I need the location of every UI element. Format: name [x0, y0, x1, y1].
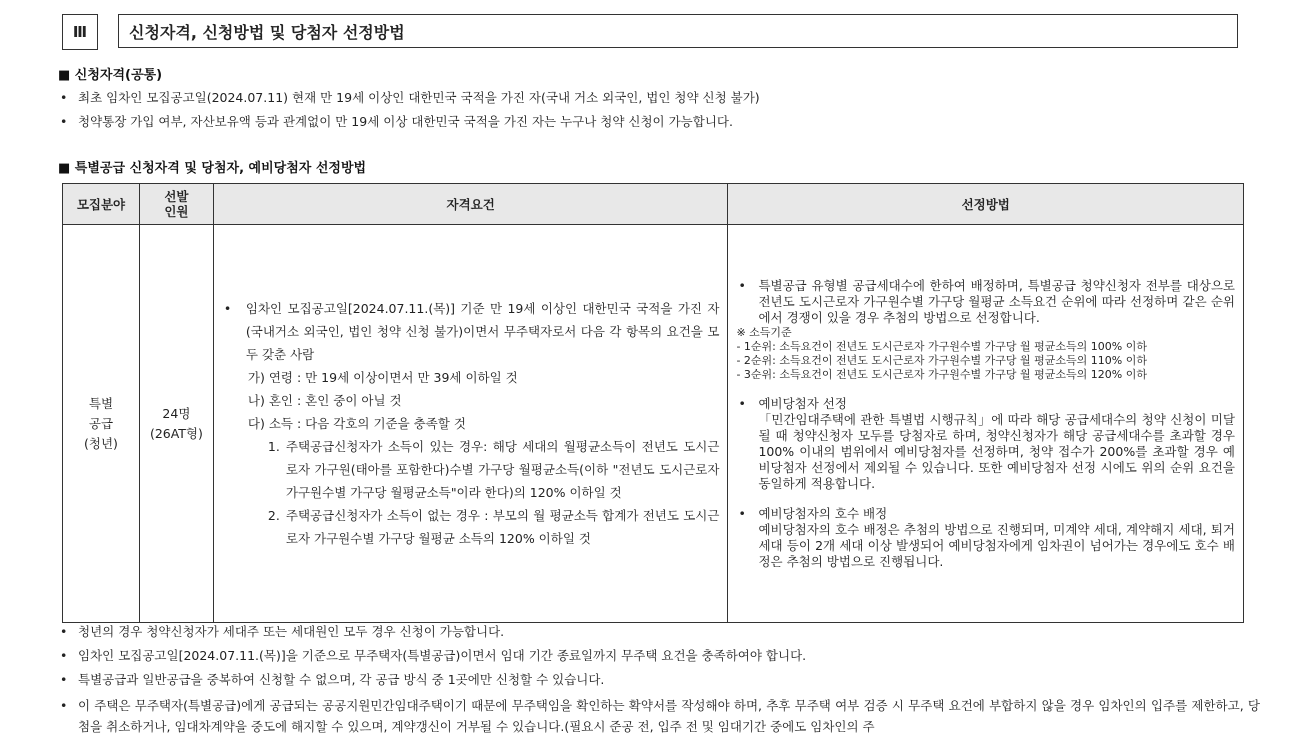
section-number: Ⅲ — [62, 14, 98, 50]
header-qualification: 자격요건 — [213, 184, 728, 225]
income-note-title: ※ 소득기준 — [736, 325, 792, 339]
note-bullet: • 이 주택은 무주택자(특별공급)에게 공급되는 공공지원민간임대주택이기 때문에 무주택임을 확인하는 확약서를 작성해야 하며, 추후 무주택 여부 검증 시 무주택 요건에 부합하지 않을 경우 임차인의 입주를 제한하고, 당첨을 취소하거나, 임대차계약을 중도에 해지할 수 있으며, 계약갱신이 거부될 수 있습니다.(필요시 준공 전, 입주 전 및 임대기간 중에도 임차인의 주 — [60, 695, 1260, 737]
header-count: 선발 인원 — [139, 184, 213, 225]
selection-cell — [728, 225, 1244, 623]
item-text: 주택공급신청자가 소득이 있는 경우: 해당 세대의 월평균소득이 전년도 도시근로자 가구원(태아를 포함한다)수별 가구당 월평균소득(이하 "전년도 도시근로자 가구원수별 가구당 월평균소득"이라 한다)의 120% 이하일 것 — [285, 439, 720, 500]
income-note-2: - 2순위: 소득요건이 전년도 도시근로자 가구원수별 가구당 월 평균소득의 110% 이하 — [736, 353, 1147, 367]
category-cell: 특별 공급 (청년) — [63, 225, 140, 623]
count-cell: 24명 (26AT형) — [139, 225, 213, 623]
item-text: 주택공급신청자가 소득이 없는 경우 : 부모의 월 평균소득 합계가 전년도 도시근로자 가구원수별 가구당 월평균 소득의 120% 이하일 것 — [285, 508, 720, 546]
note-bullet: • 임차인 모집공고일[2024.07.11.(목)]을 기준으로 무주택자(특별공급)이면서 임대 기간 종료일까지 무주택 요건을 충족하여야 합니다. — [60, 647, 1260, 665]
selection-paragraph-1: • 특별공급 유형별 공급세대수에 한하여 배정하며, 특별공급 청약신청자 전부를 대상으로 전년도 도시근로자 가구원수별 가구당 월평균 소득요건 순위에 따라 선정하며 같은 순위에서 경쟁이 있을 경우 추첨의 방법으로 선정합니다. — [736, 278, 1235, 326]
section-header — [62, 14, 1240, 50]
qualification-income: 다) 소득 : 다음 각호의 기준을 충족할 것 — [247, 416, 466, 431]
qualification-marriage: 나) 혼인 : 혼인 중이 아닐 것 — [247, 393, 402, 408]
income-note-3: - 3순위: 소득요건이 전년도 도시근로자 가구원수별 가구당 월 평균소득의 120% 이하 — [736, 367, 1147, 381]
qualification-income-1 — [224, 435, 720, 504]
item-number: 1. — [267, 439, 280, 454]
section-title: 신청자격, 신청방법 및 당첨자 선정방법 — [118, 14, 1238, 48]
header-selection: 선정방법 — [728, 184, 1244, 225]
reserve-selection-text: 「민간임대주택에 관한 특별법 시행규칙」에 따라 해당 공급세대수의 청약 신청이 미달 될 때 청약신청자 모두를 당첨자로 하며, 청약신청자가 해당 공급세대수를 초과할 경우 100% 이내의 범위에서 예비당첨자를 선정하며, 청약 접수가 200%를 초과할 경우 예비당첨자 선정에서 제외될 수 있습니다. 또한 예비당첨자 선정 시에도 위의 순위 요건을 동일하게 적용합니다. — [758, 411, 1235, 491]
qualification-main: • 임차인 모집공고일[2024.07.11.(목)] 기준 만 19세 이상인 대한민국 국적을 가진 자(국내거소 외국인, 법인 청약 신청 불가)이면서 무주택자로서 다음 각 항목의 요건을 모두 갖춘 사람 — [224, 297, 720, 366]
table-header-row — [63, 184, 1244, 225]
item-number: 2. — [267, 508, 280, 523]
note-bullet: • 특별공급과 일반공급을 중복하여 신청할 수 없으며, 각 공급 방식 중 1곳에만 신청할 수 있습니다. — [60, 671, 1260, 689]
special-heading: ■ 특별공급 신청자격 및 당첨자, 예비당첨자 선정방법 — [58, 161, 367, 176]
income-note-1: - 1순위: 소득요건이 전년도 도시근로자 가구원수별 가구당 월 평균소득의 100% 이하 — [736, 339, 1147, 353]
reserve-unit-text: 예비당첨자의 호수 배정은 추첨의 방법으로 진행되며, 미계약 세대, 계약해지 세대, 퇴거 세대 등이 2개 세대 이상 발생되어 예비당첨자에게 임차권이 넘어가는 경우에도 호수 배정은 추첨의 방법으로 진행됩니다. — [758, 521, 1235, 569]
qualification-age: 가) 연령 : 만 19세 이상이면서 만 39세 이하일 것 — [247, 370, 518, 385]
reserve-unit-title: • 예비당첨자의 호수 배정 — [736, 506, 1235, 522]
header-category: 모집분야 — [63, 184, 140, 225]
qualification-cell — [213, 225, 728, 623]
reserve-selection-title: • 예비당첨자 선정 — [736, 396, 1235, 412]
qualification-income-2 — [224, 504, 720, 550]
eligibility-bullet: • 청약통장 가입 여부, 자산보유액 등과 관계없이 만 19세 이상 대한민국 국적을 가진 자는 누구나 청약 신청이 가능합니다. — [60, 113, 1260, 131]
note-bullet: • 청년의 경우 청약신청자가 세대주 또는 세대원인 모두 경우 신청이 가능합니다. — [60, 623, 1260, 641]
eligibility-bullet: • 최초 임차인 모집공고일(2024.07.11) 현재 만 19세 이상인 대한민국 국적을 가진 자(국내 거소 외국인, 법인 청약 신청 불가) — [60, 89, 1260, 107]
special-supply-table — [62, 183, 1244, 623]
table-row — [63, 225, 1244, 623]
eligibility-heading: ■ 신청자격(공통) — [58, 68, 163, 83]
